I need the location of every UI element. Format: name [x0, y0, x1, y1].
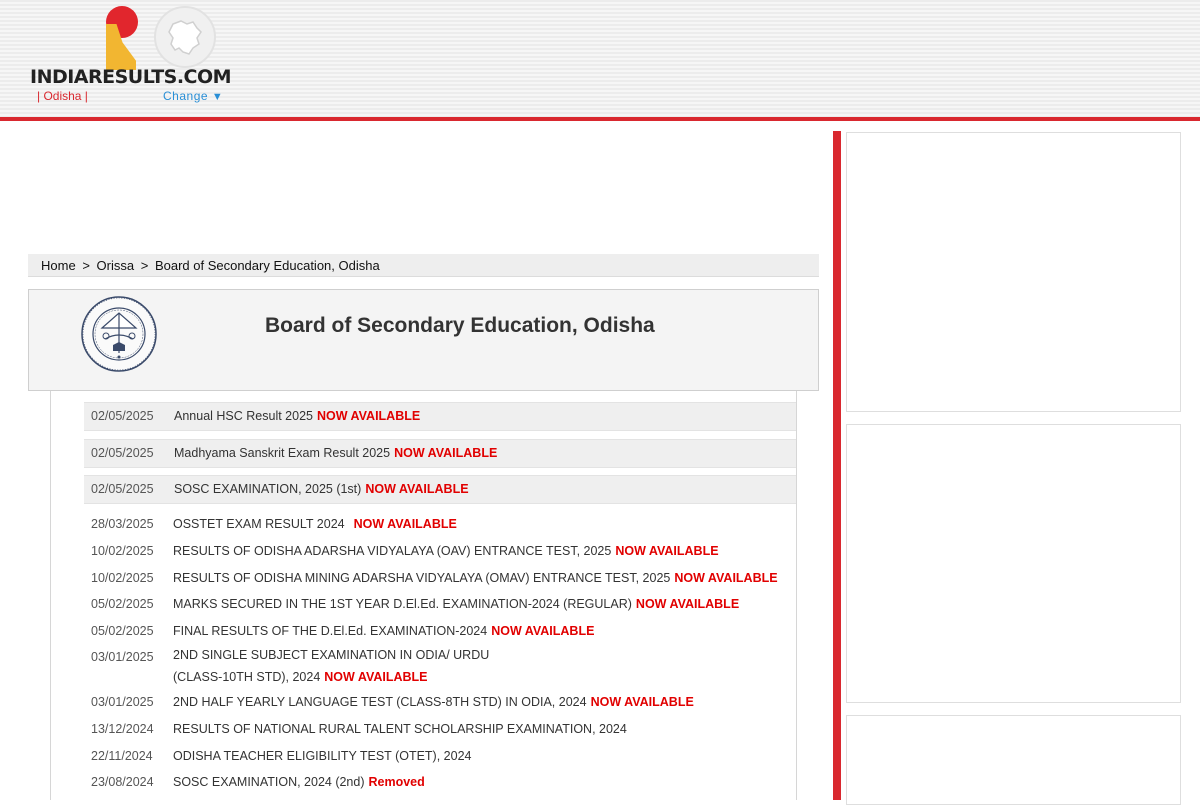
status-badge: NOW AVAILABLE: [353, 517, 457, 531]
breadcrumb-current: Board of Secondary Education, Odisha: [154, 258, 380, 273]
result-link[interactable]: SOSC EXAMINATION, 2024 (2nd): [173, 775, 365, 789]
status-badge: Removed: [368, 775, 425, 789]
result-link[interactable]: 2ND SINGLE SUBJECT EXAMINATION IN ODIA/ URDU: [173, 648, 490, 662]
breadcrumb-state[interactable]: Orissa: [96, 258, 135, 273]
breadcrumb-home[interactable]: Home: [41, 258, 76, 273]
result-link[interactable]: (CLASS-10TH STD), 2024: [173, 670, 321, 684]
status-badge: NOW AVAILABLE: [590, 695, 694, 709]
result-date: 28/03/2025: [91, 517, 154, 531]
status-badge: NOW AVAILABLE: [365, 482, 469, 496]
odisha-map-icon: [154, 6, 216, 68]
list-item[interactable]: [84, 475, 797, 504]
result-date: 10/02/2025: [91, 544, 154, 558]
state-label: | Odisha |: [37, 89, 88, 103]
result-link[interactable]: FINAL RESULTS OF THE D.El.Ed. EXAMINATION-2024: [173, 624, 488, 638]
site-header: [0, 0, 1200, 118]
header-divider: [0, 117, 1200, 121]
status-badge: NOW AVAILABLE: [316, 409, 421, 423]
result-date: 22/11/2024: [91, 749, 153, 763]
status-badge: NOW AVAILABLE: [491, 624, 595, 638]
status-badge: NOW AVAILABLE: [394, 446, 498, 460]
result-link[interactable]: RESULTS OF NATIONAL RURAL TALENT SCHOLARSHIP EXAMINATION, 2024: [173, 722, 627, 736]
change-label: Change: [163, 89, 209, 103]
result-date: 02/05/2025: [91, 409, 154, 423]
result-link[interactable]: 2ND HALF YEARLY LANGUAGE TEST (CLASS-8TH STD) IN ODIA, 2024: [173, 695, 587, 709]
ad-slot-1: [846, 132, 1181, 412]
status-badge: NOW AVAILABLE: [324, 670, 428, 684]
result-date: 03/01/2025: [91, 650, 154, 664]
status-badge: NOW AVAILABLE: [635, 597, 740, 611]
result-link[interactable]: MARKS SECURED IN THE 1ST YEAR D.El.Ed. EXAMINATION-2024 (REGULAR): [173, 597, 632, 611]
breadcrumb-separator: >: [140, 258, 149, 273]
change-state-link[interactable]: [163, 89, 223, 103]
result-date: 23/08/2024: [91, 775, 154, 789]
list-item[interactable]: [84, 439, 797, 468]
result-date: 05/02/2025: [91, 624, 154, 638]
status-badge: NOW AVAILABLE: [674, 571, 778, 585]
breadcrumb: [28, 254, 819, 277]
list-item[interactable]: [84, 402, 797, 431]
chevron-down-icon: ▼: [211, 91, 224, 103]
result-date: 03/01/2025: [91, 695, 154, 709]
page-title: Board of Secondary Education, Odisha: [265, 314, 655, 337]
result-date: 13/12/2024: [91, 722, 154, 736]
result-link[interactable]: RESULTS OF ODISHA MINING ADARSHA VIDYALAYA (OMAV) ENTRANCE TEST, 2025: [173, 571, 671, 585]
status-badge: NOW AVAILABLE: [615, 544, 719, 558]
sidebar-divider: [833, 131, 841, 800]
result-date: 02/05/2025: [91, 482, 154, 496]
breadcrumb-separator: >: [82, 258, 90, 273]
board-header: [28, 289, 819, 391]
result-date: 02/05/2025: [91, 446, 154, 460]
board-seal-icon: [80, 295, 158, 373]
result-date: 05/02/2025: [91, 597, 154, 611]
result-link[interactable]: ODISHA TEACHER ELIGIBILITY TEST (OTET), 2024: [173, 749, 472, 763]
logo-text: INDIARESULTS.COM: [30, 66, 232, 88]
result-date: 10/02/2025: [91, 571, 154, 585]
result-link[interactable]: Annual HSC Result 2025: [174, 409, 313, 423]
results-list: [50, 391, 797, 800]
result-link[interactable]: Madhyama Sanskrit Exam Result 2025: [174, 446, 391, 460]
result-link[interactable]: RESULTS OF ODISHA ADARSHA VIDYALAYA (OAV) ENTRANCE TEST, 2025: [173, 544, 612, 558]
result-link[interactable]: OSSTET EXAM RESULT 2024: [173, 517, 345, 531]
ad-slot-3: [846, 715, 1181, 805]
ad-slot-2: [846, 424, 1181, 703]
result-link[interactable]: SOSC EXAMINATION, 2025 (1st): [174, 482, 362, 496]
